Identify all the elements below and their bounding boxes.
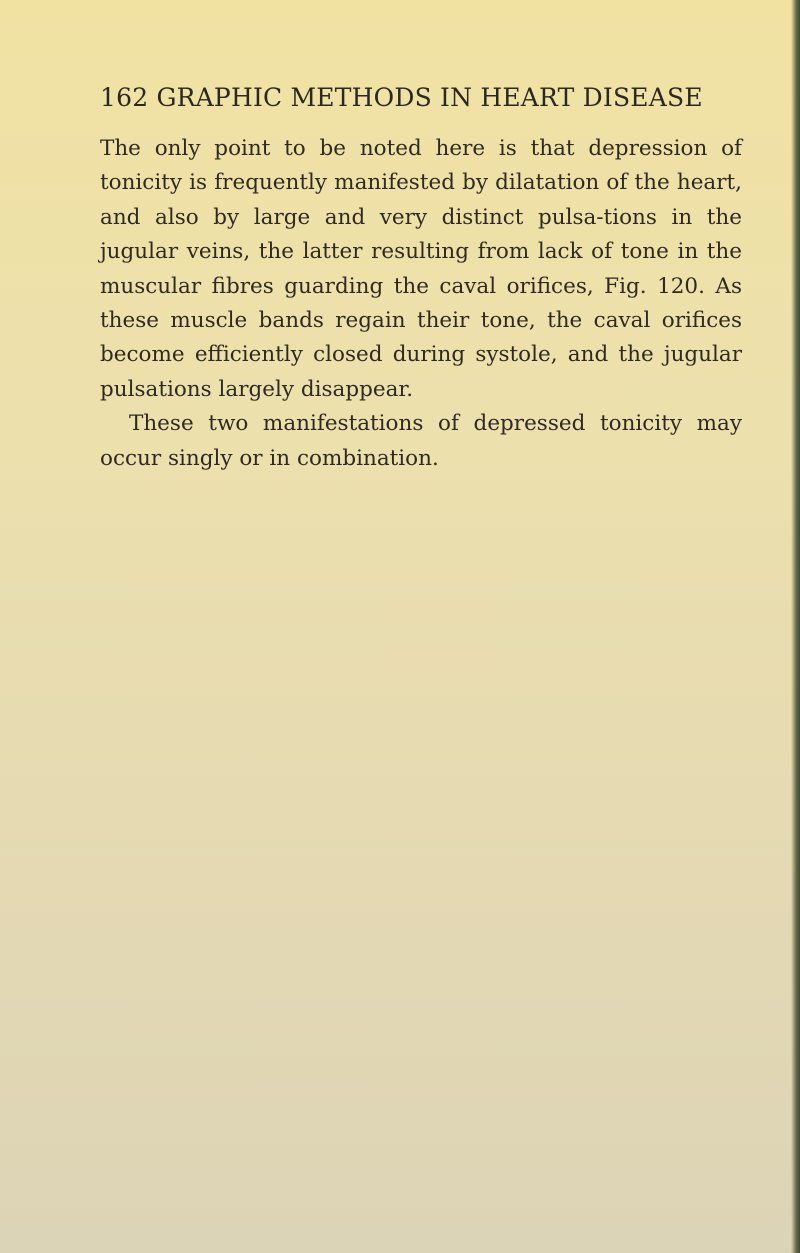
- running-title: GRAPHIC METHODS IN HEART DISEASE: [156, 83, 703, 112]
- paragraph-1: The only point to be noted here is that depression of tonicity is frequently manifested by dilatation of the heart, and also by large and very distinct pulsa-tions in the jugular veins, the latter resulting from lack of tone in the muscular fibres guarding the caval orifices, Fig. 120. As these muscle bands regain their tone, the caval orifices become efficiently closed during systole, and the jugular pulsations largely disappear.: [100, 136, 742, 402]
- running-head: [100, 83, 740, 112]
- body-text: [100, 132, 742, 476]
- page-edge-shadow: [791, 0, 800, 1253]
- page-number: 162: [100, 83, 149, 112]
- paragraph-2: These two manifestations of depressed tonicity may occur singly or in combination.: [100, 411, 742, 471]
